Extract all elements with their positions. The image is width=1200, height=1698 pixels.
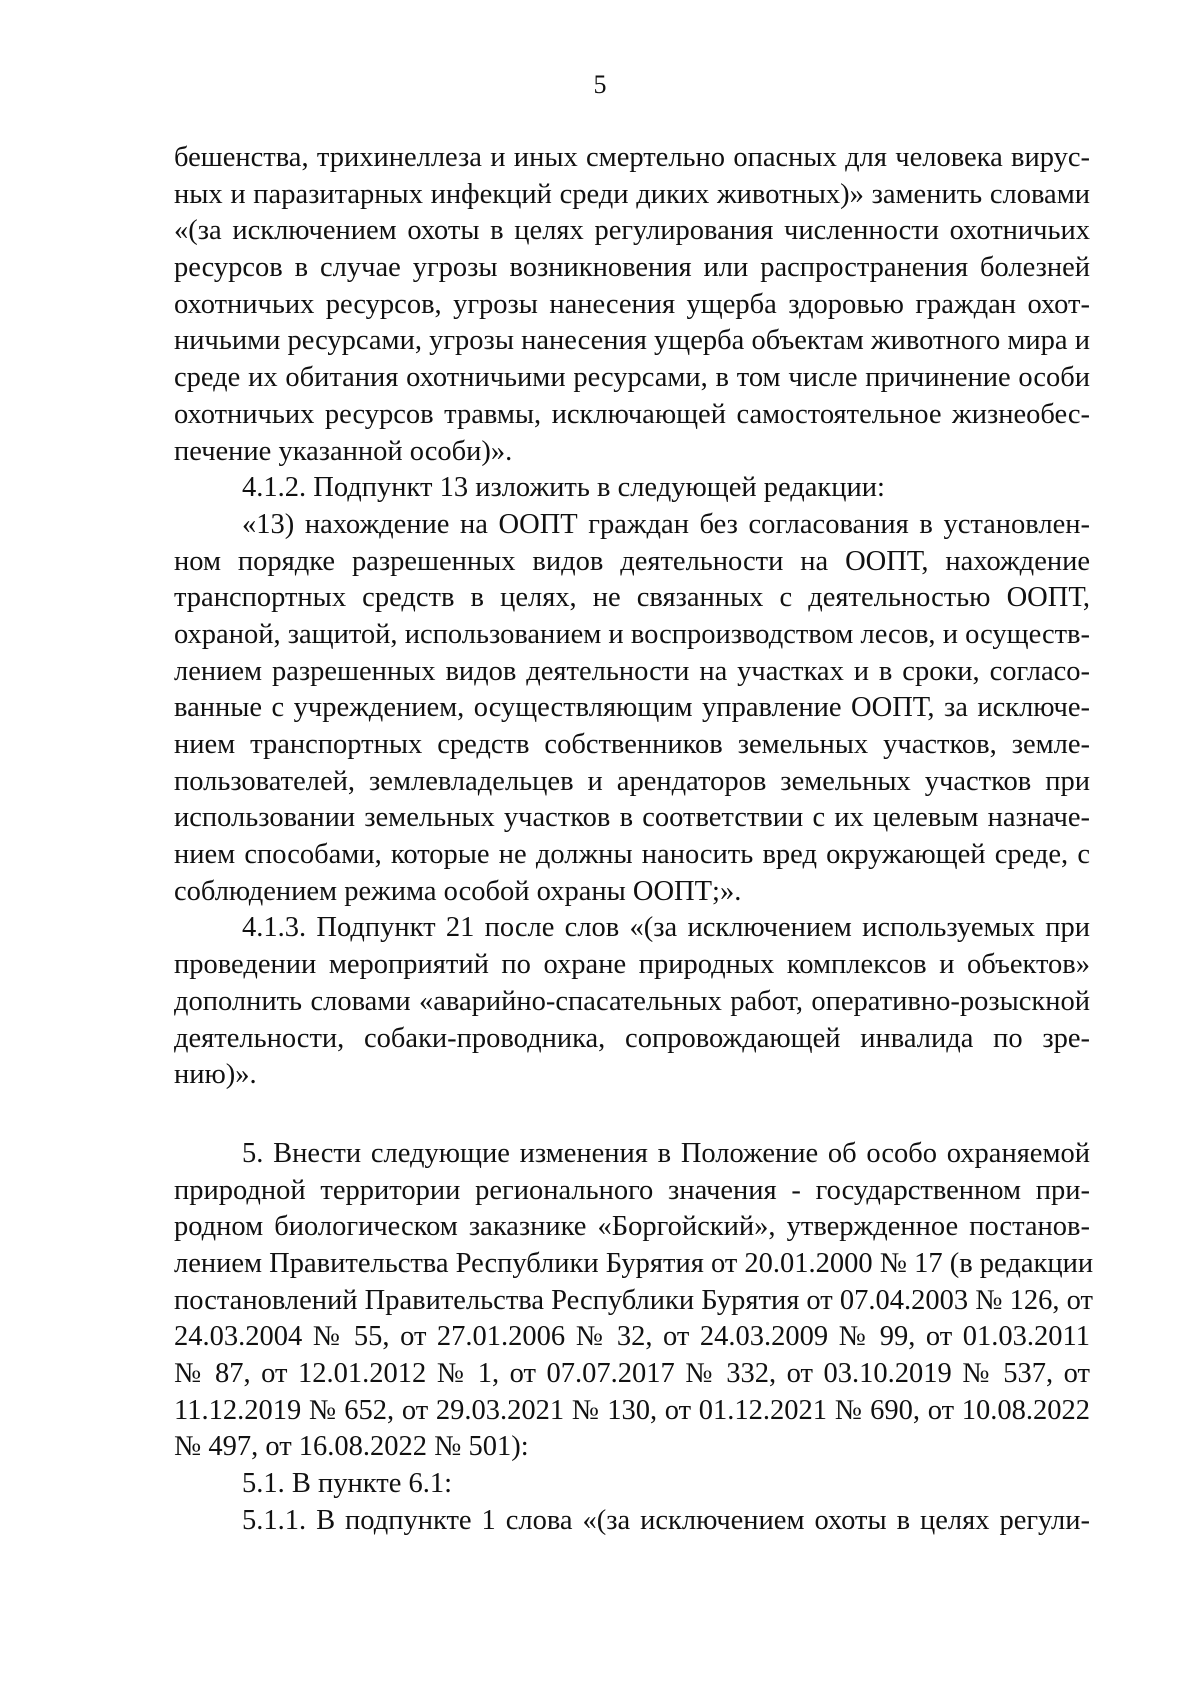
- text-line: охотничьих ресурсов, угрозы нанесения ущерба здоровью граждан охот-: [174, 288, 1090, 320]
- text-line: ных и паразитарных инфекций среди диких животных)» заменить словами: [174, 178, 1090, 210]
- text-line: нием способами, которые не должны наносить вред окружающей среде, с: [174, 839, 1090, 871]
- text-line: проведении мероприятий по охране природных комплексов и объектов»: [174, 949, 1090, 981]
- text-line: 24.03.2004 № 55, от 27.01.2006 № 32, от 24.03.2009 № 99, от 01.03.2011: [174, 1321, 1090, 1353]
- text-line: ресурсов в случае угрозы возникновения или распространения болезней: [174, 252, 1090, 284]
- paragraph-continuation: [174, 140, 1090, 470]
- text-line: транспортных средств в целях, не связанных с деятельностью ООПТ,: [174, 582, 1090, 614]
- text-line: охотничьих ресурсов травмы, исключающей самостоятельное жизнеобес-: [174, 398, 1090, 430]
- text-line: 5.1.1. В подпункте 1 слова «(за исключением охоты в целях регули-: [242, 1504, 1090, 1536]
- text-line: ничьими ресурсами, угрозы нанесения ущерба объектам животного мира и: [174, 325, 1090, 357]
- document-body: [174, 140, 1094, 1539]
- text-line: ванные с учреждением, осуществляющим управление ООПТ, за исключе-: [174, 692, 1090, 724]
- text-line: деятельности, собаки-проводника, сопровождающей инвалида по зре-: [174, 1022, 1090, 1054]
- paragraph-subpoint-13: [174, 507, 1090, 911]
- text-line: 5. Внести следующие изменения в Положение об особо охраняемой: [242, 1137, 1090, 1169]
- text-line: «13) нахождение на ООПТ граждан без согласования в установлен-: [242, 508, 1090, 540]
- text-line: пользователей, землевладельцев и арендаторов земельных участков при: [174, 765, 1090, 797]
- text-line: соблюдением режима особой охраны ООПТ;».: [174, 875, 742, 907]
- paragraph-5-1: [174, 1466, 1090, 1503]
- text-line: охраной, защитой, использованием и воспроизводством лесов, и осуществ-: [174, 618, 1090, 650]
- text-line: природной территории регионального значения - государственном при-: [174, 1174, 1090, 1206]
- paragraph-5: [174, 1136, 1094, 1466]
- text-line: ном порядке разрешенных видов деятельности на ООПТ, нахождение: [174, 545, 1090, 577]
- text-line: № 87, от 12.01.2012 № 1, от 07.07.2017 № 332, от 03.10.2019 № 537, от: [174, 1358, 1090, 1389]
- text-line: лением разрешенных видов деятельности на участках и в сроки, согласо-: [174, 655, 1090, 687]
- text-line: нием транспортных средств собственников земельных участков, земле-: [174, 729, 1090, 760]
- paragraph-4-1-3: [174, 910, 1090, 1093]
- paragraph-5-1-1: [174, 1503, 1090, 1540]
- text-line: 11.12.2019 № 652, от 29.03.2021 № 130, от 01.12.2021 № 690, от 10.08.2022: [174, 1394, 1090, 1426]
- text-line: № 497, от 16.08.2022 № 501):: [174, 1431, 529, 1463]
- text-line: «(за исключением охоты в целях регулирования численности охотничьих: [174, 215, 1090, 247]
- text-line: среде их обитания охотничьими ресурсами, в том числе причинение особи: [174, 362, 1090, 394]
- text-line: родном биологическом заказнике «Боргойский», утвержденное постанов-: [174, 1211, 1090, 1243]
- text-line: дополнить словами «аварийно-спасательных работ, оперативно-розыскной: [174, 985, 1090, 1017]
- text-line: использовании земельных участков в соответствии с их целевым назначе-: [174, 802, 1090, 834]
- text-line: печение указанной особи)».: [174, 435, 513, 467]
- text-line: 5.1. В пункте 6.1:: [242, 1468, 453, 1500]
- page-number: 5: [593, 70, 607, 99]
- text-line: лением Правительства Республики Бурятия от 20.01.2000 № 17 (в редакции: [174, 1247, 1094, 1279]
- paragraph-4-1-2: [174, 470, 1090, 507]
- text-line: бешенства, трихинеллеза и иных смертельно опасных для человека вирус-: [174, 142, 1090, 173]
- text-line: 4.1.3. Подпункт 21 после слов «(за исключением используемых при: [242, 912, 1090, 944]
- text-line: 4.1.2. Подпункт 13 изложить в следующей редакции:: [242, 472, 885, 504]
- paragraph-gap: [174, 1094, 1090, 1136]
- text-line: нию)».: [174, 1059, 257, 1091]
- text-line: постановлений Правительства Республики Бурятия от 07.04.2003 № 126, от: [174, 1284, 1093, 1316]
